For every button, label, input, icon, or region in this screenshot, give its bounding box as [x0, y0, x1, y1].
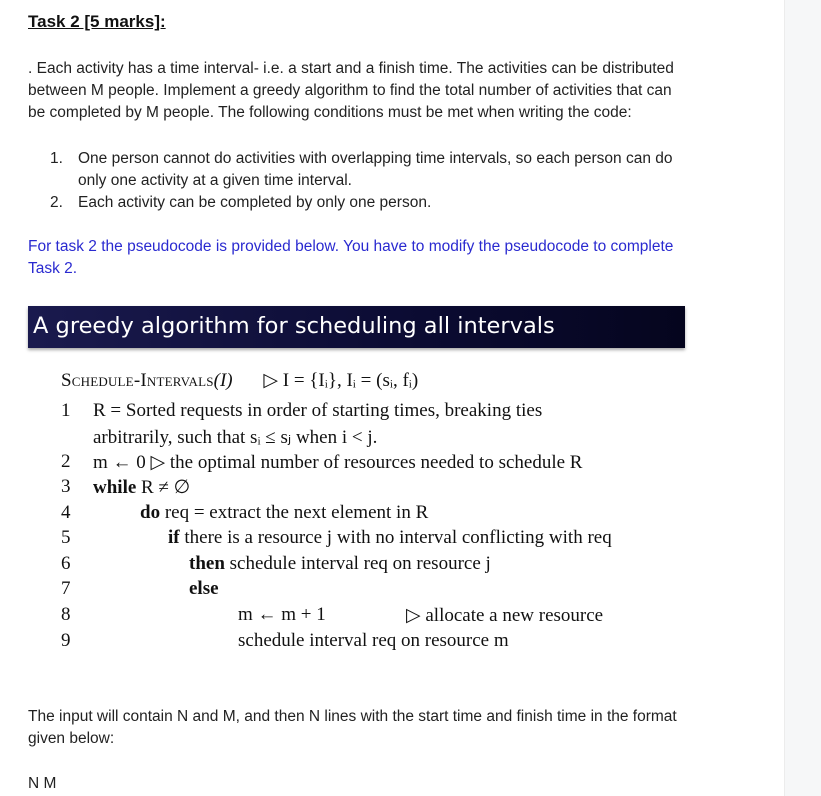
keyword: else — [189, 578, 219, 599]
line-number: 6 — [61, 553, 71, 574]
line-text: R ≠ ∅ — [136, 477, 191, 498]
pseudocode-line: schedule interval req on resource m — [238, 630, 509, 651]
line-number: 8 — [61, 604, 71, 625]
line-number: 4 — [61, 502, 71, 523]
condition-text: Each activity can be completed by only one person. — [78, 194, 432, 211]
input-description: The input will contain N and M, and then N lines with the start time and finish time in the format given below: — [28, 708, 677, 747]
pseudocode-line — [140, 502, 428, 524]
line-number: 1 — [61, 400, 71, 421]
pseudocode-line: m ← m + 1 — [238, 604, 326, 625]
slide-title: A greedy algorithm for scheduling all intervals — [33, 313, 555, 339]
condition-number: 1. — [50, 150, 63, 167]
keyword: do — [140, 502, 161, 523]
pseudocode-line: R = Sorted requests in order of starting times, breaking ties — [93, 400, 543, 421]
condition-number: 2. — [50, 194, 63, 211]
line-number: 7 — [61, 578, 71, 599]
keyword: while — [93, 477, 137, 498]
keyword: if — [168, 527, 180, 548]
line-number: 2 — [61, 451, 71, 472]
pseudocode-line — [189, 553, 491, 575]
line-number: 9 — [61, 630, 71, 651]
input-format-line: N M — [28, 775, 57, 792]
task-title: Task 2 [5 marks]: — [28, 12, 166, 31]
pseudocode-note: For task 2 the pseudocode is provided below. You have to modify the pseudocode to complete Task 2. — [28, 238, 674, 277]
line-text: req = extract the next element in R — [160, 502, 429, 523]
intro-paragraph: . Each activity has a time interval- i.e. a start and a finish time. The activities can be distributed between M people. Implement a greedy algorithm to find the total number of activities that can be completed by M people. The following conditions must be met when writing the code: — [28, 60, 674, 121]
line-number: 5 — [61, 527, 71, 548]
pseudocode-line — [93, 476, 190, 499]
keyword: then — [189, 553, 225, 574]
line-number: 3 — [61, 476, 71, 497]
condition-text: One person cannot do activities with overlapping time intervals, so each person can do only one activity at a given time interval. — [78, 150, 673, 189]
line-text: there is a resource j with no interval conflicting with req — [179, 527, 612, 548]
line-text: schedule interval req on resource j — [224, 553, 491, 574]
pseudocode-comment: ▷ allocate a new resource — [406, 605, 604, 626]
pseudocode-line: m ← 0 ▷ the optimal number of resources needed to schedule R — [93, 452, 583, 473]
procedure-header — [61, 369, 418, 392]
pseudocode-line — [168, 527, 612, 549]
procedure-arg: (I) — [213, 370, 233, 391]
procedure-comment: ▷ I = {Iᵢ}, Iᵢ = (sᵢ, fᵢ) — [263, 370, 419, 391]
pseudocode-line: arbitrarily, such that sᵢ ≤ sⱼ when i < j. — [93, 427, 378, 448]
procedure-name: Schedule-Intervals — [61, 370, 214, 391]
pseudocode-line — [189, 578, 219, 600]
